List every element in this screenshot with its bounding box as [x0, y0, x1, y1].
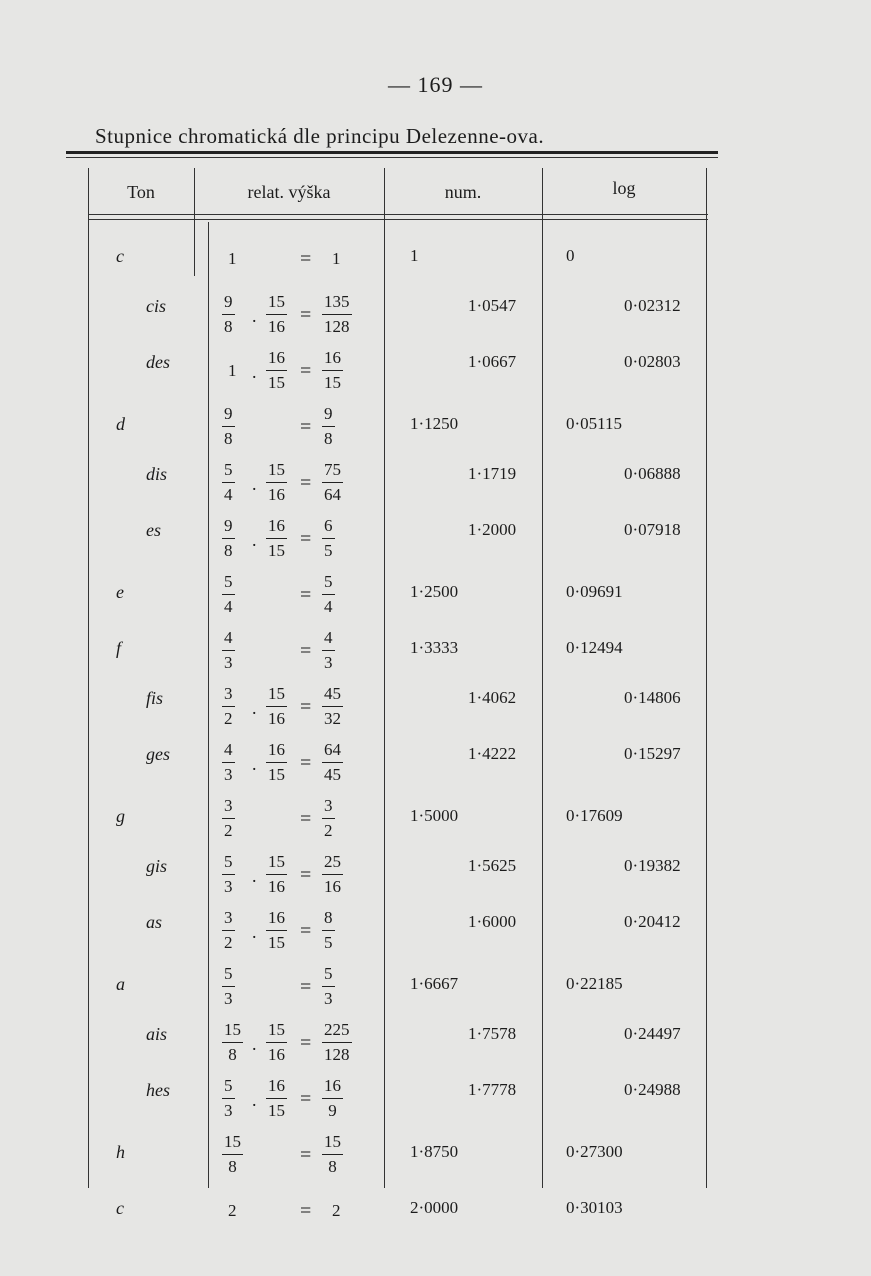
result [322, 516, 335, 561]
ton-name: cis [146, 296, 166, 316]
num-value: 1·7578 [468, 1024, 517, 1043]
relative-pitch-expression [208, 1020, 384, 1070]
denominator: 3 [324, 989, 333, 1008]
multiply-dot: . [252, 1090, 257, 1110]
relative-pitch-expression [208, 460, 384, 510]
denominator: 2 [224, 821, 233, 840]
result [322, 572, 335, 617]
equals-sign: = [300, 1032, 312, 1054]
equals-sign: = [300, 528, 312, 550]
denominator: 45 [324, 765, 341, 784]
factor-b [266, 740, 287, 785]
ton-name: f [116, 638, 122, 658]
fraction-bar [266, 370, 287, 371]
factor-a [222, 1076, 235, 1121]
numerator: 16 [268, 348, 285, 367]
relative-pitch-expression [208, 1076, 384, 1126]
fraction-bar [222, 594, 235, 595]
ton-name: dis [146, 464, 168, 484]
numerator: 4 [224, 628, 233, 647]
numerator: 9 [224, 404, 233, 423]
numerator: 15 [268, 1020, 285, 1039]
numerator: 64 [324, 740, 341, 759]
num-value: 1·7778 [468, 1080, 517, 1099]
numerator: 8 [324, 908, 333, 927]
factor-a [222, 404, 235, 449]
denominator: 128 [324, 317, 350, 336]
log-value: 0·20412 [624, 912, 681, 931]
factor-a [222, 628, 235, 673]
denominator: 8 [228, 1045, 237, 1064]
numerator: 5 [224, 572, 233, 591]
fraction-bar [222, 986, 235, 987]
result [322, 852, 343, 897]
log-value: 0·15297 [624, 744, 681, 763]
numerator: 15 [268, 852, 285, 871]
num-value: 1 [410, 246, 419, 265]
denominator: 5 [324, 541, 333, 560]
numerator: 15 [268, 684, 285, 703]
result: 2 [332, 1201, 341, 1220]
relative-pitch-expression [208, 516, 384, 566]
numerator: 3 [324, 796, 333, 815]
relative-pitch-expression [208, 572, 384, 622]
relative-pitch-expression [208, 964, 384, 1014]
num-value: 1·5000 [410, 806, 459, 825]
fraction-bar [322, 762, 343, 763]
denominator: 64 [324, 485, 341, 504]
result [322, 1076, 343, 1121]
numerator: 15 [268, 292, 285, 311]
fraction-bar [222, 650, 235, 651]
fraction-bar [266, 706, 287, 707]
num-value: 1·5625 [468, 856, 517, 875]
result [322, 684, 343, 729]
numerator: 225 [324, 1020, 350, 1039]
denominator: 15 [268, 541, 285, 560]
log-value: 0·24497 [624, 1024, 681, 1043]
fraction-bar [222, 482, 235, 483]
numerator: 75 [324, 460, 341, 479]
denominator: 15 [268, 933, 285, 952]
numerator: 16 [324, 348, 341, 367]
numerator: 135 [324, 292, 350, 311]
denominator: 8 [224, 429, 233, 448]
fraction-bar [322, 1042, 352, 1043]
ton-name: hes [146, 1080, 170, 1100]
num-value: 1·0667 [468, 352, 517, 371]
numerator: 16 [268, 740, 285, 759]
numerator: 5 [224, 964, 233, 983]
fraction-bar [222, 1154, 243, 1155]
numerator: 4 [224, 740, 233, 759]
numerator: 9 [224, 292, 233, 311]
denominator: 16 [268, 317, 285, 336]
equals-sign: = [300, 248, 312, 270]
denominator: 15 [268, 765, 285, 784]
multiply-dot: . [252, 698, 257, 718]
denominator: 8 [224, 317, 233, 336]
fraction-bar [222, 818, 235, 819]
factor-a [222, 1020, 243, 1065]
fraction-bar [266, 1042, 287, 1043]
denominator: 8 [224, 541, 233, 560]
fraction-bar [322, 370, 343, 371]
log-value: 0·22185 [566, 974, 623, 993]
header-rule [88, 214, 708, 215]
factor-a [222, 908, 235, 953]
denominator: 15 [268, 1101, 285, 1120]
numerator: 16 [268, 908, 285, 927]
fraction-bar [222, 314, 235, 315]
denominator: 16 [324, 877, 341, 896]
fraction-bar [266, 1098, 287, 1099]
result [322, 292, 352, 337]
equals-sign: = [300, 640, 312, 662]
fraction-bar [322, 650, 335, 651]
factor-a [222, 292, 235, 337]
fraction-bar [322, 594, 335, 595]
log-value: 0·02312 [624, 296, 681, 315]
denominator: 3 [324, 653, 333, 672]
equals-sign: = [300, 1088, 312, 1110]
result [322, 1132, 343, 1177]
denominator: 3 [224, 989, 233, 1008]
equals-sign: = [300, 584, 312, 606]
denominator: 8 [228, 1157, 237, 1176]
denominator: 2 [224, 709, 233, 728]
factor-a [222, 796, 235, 841]
multiply-dot: . [252, 1034, 257, 1054]
equals-sign: = [300, 696, 312, 718]
header-num: num. [444, 182, 482, 202]
factor-a [222, 460, 235, 505]
numerator: 5 [324, 964, 333, 983]
log-value: 0·05115 [566, 414, 623, 433]
numerator: 3 [224, 908, 233, 927]
equals-sign: = [300, 472, 312, 494]
factor-b [266, 1076, 287, 1121]
fraction-bar [222, 762, 235, 763]
log-value: 0·17609 [566, 806, 623, 825]
fraction-bar [322, 986, 335, 987]
num-value: 1·3333 [410, 638, 459, 657]
numerator: 5 [224, 460, 233, 479]
num-value: 1·1719 [468, 464, 517, 483]
numerator: 15 [224, 1020, 241, 1039]
relative-pitch-expression [208, 1132, 384, 1182]
result [322, 404, 335, 449]
denominator: 128 [324, 1045, 350, 1064]
fraction-bar [222, 1098, 235, 1099]
fraction-bar [322, 1098, 343, 1099]
ton-name: es [146, 520, 161, 540]
multiply-dot: . [252, 306, 257, 326]
factor-b [266, 292, 287, 337]
equals-sign: = [300, 752, 312, 774]
relative-pitch-expression [208, 628, 384, 678]
log-value: 0·07918 [624, 520, 681, 539]
ton-name: ges [146, 744, 170, 764]
log-value: 0·27300 [566, 1142, 623, 1161]
factor-a: 1 [228, 249, 237, 268]
equals-sign: = [300, 360, 312, 382]
factor-b [266, 348, 287, 393]
relative-pitch-expression [208, 348, 384, 398]
denominator: 32 [324, 709, 341, 728]
relative-pitch-expression [208, 908, 384, 958]
header-rule [88, 219, 708, 220]
ton-name: des [146, 352, 170, 372]
factor-a: 2 [228, 1201, 237, 1220]
factor-a [222, 572, 235, 617]
numerator: 16 [268, 1076, 285, 1095]
denominator: 9 [328, 1101, 337, 1120]
numerator: 4 [324, 628, 333, 647]
denominator: 8 [328, 1157, 337, 1176]
fraction-bar [322, 818, 335, 819]
result [322, 908, 335, 953]
log-value: 0·06888 [624, 464, 681, 483]
fraction-bar [322, 706, 343, 707]
relative-pitch-expression [208, 404, 384, 454]
result [322, 796, 335, 841]
num-value: 1·1250 [410, 414, 459, 433]
column-divider [384, 168, 385, 1188]
header-relat-vyska: relat. výška [247, 182, 331, 202]
ton-name: a [116, 974, 125, 994]
multiply-dot: . [252, 866, 257, 886]
denominator: 4 [224, 485, 233, 504]
factor-a: 1 [228, 361, 237, 380]
denominator: 2 [324, 821, 333, 840]
fraction-bar [266, 762, 287, 763]
ton-name: as [146, 912, 163, 932]
fraction-bar [322, 482, 343, 483]
header-log: log [612, 178, 636, 198]
equals-sign: = [300, 1144, 312, 1166]
denominator: 16 [268, 877, 285, 896]
table-caption: Stupnice chromatická dle principu Delezenne-ova. [95, 124, 545, 148]
log-value: 0·09691 [566, 582, 623, 601]
denominator: 15 [324, 373, 341, 392]
factor-b [266, 460, 287, 505]
fraction-bar [222, 1042, 243, 1043]
ton-name: g [116, 806, 125, 826]
num-value: 1·6667 [410, 974, 459, 993]
equals-sign: = [300, 304, 312, 326]
ton-name: e [116, 582, 124, 602]
equals-sign: = [300, 976, 312, 998]
result [322, 964, 335, 1009]
factor-a [222, 684, 235, 729]
numerator: 9 [324, 404, 333, 423]
num-value: 1·2500 [410, 582, 459, 601]
fraction-bar [222, 426, 235, 427]
num-value: 1·2000 [468, 520, 517, 539]
denominator: 16 [268, 709, 285, 728]
denominator: 3 [224, 877, 233, 896]
result: 1 [332, 249, 341, 268]
equals-sign: = [300, 416, 312, 438]
num-value: 2·0000 [410, 1198, 459, 1217]
column-divider [542, 168, 543, 1188]
result [322, 348, 343, 393]
equals-sign: = [300, 920, 312, 942]
num-value: 1·8750 [410, 1142, 459, 1161]
numerator: 15 [224, 1132, 241, 1151]
factor-b [266, 1020, 287, 1065]
column-divider [706, 168, 707, 1188]
result [322, 628, 335, 673]
relative-pitch-expression [208, 740, 384, 790]
factor-b [266, 516, 287, 561]
denominator: 8 [324, 429, 333, 448]
multiply-dot: . [252, 754, 257, 774]
numerator: 15 [268, 460, 285, 479]
fraction-bar [266, 482, 287, 483]
log-value: 0·14806 [624, 688, 681, 707]
num-value: 1·0547 [468, 296, 517, 315]
denominator: 4 [224, 597, 233, 616]
fraction-bar [322, 874, 343, 875]
relative-pitch-expression [208, 292, 384, 342]
denominator: 3 [224, 765, 233, 784]
factor-a [222, 516, 235, 561]
log-value: 0·30103 [566, 1198, 623, 1217]
ton-name: d [116, 414, 125, 434]
fraction-bar [266, 314, 287, 315]
denominator: 15 [268, 373, 285, 392]
multiply-dot: . [252, 362, 257, 382]
denominator: 3 [224, 1101, 233, 1120]
ton-name: ais [146, 1024, 168, 1044]
relative-pitch-expression [208, 1188, 384, 1238]
denominator: 3 [224, 653, 233, 672]
numerator: 45 [324, 684, 341, 703]
relative-pitch-expression [208, 796, 384, 846]
ton-name: c [116, 1198, 124, 1218]
log-value: 0·12494 [566, 638, 623, 657]
relative-pitch-expression [208, 236, 384, 286]
equals-sign: = [300, 1200, 312, 1222]
factor-a [222, 852, 235, 897]
fraction-bar [222, 706, 235, 707]
numerator: 3 [224, 796, 233, 815]
factor-b [266, 852, 287, 897]
multiply-dot: . [252, 922, 257, 942]
factor-b [266, 684, 287, 729]
factor-b [266, 908, 287, 953]
ton-name: fis [146, 688, 164, 708]
denominator: 16 [268, 1045, 285, 1064]
fraction-bar [222, 930, 235, 931]
numerator: 16 [324, 1076, 341, 1095]
numerator: 5 [224, 852, 233, 871]
fraction-bar [266, 538, 287, 539]
denominator: 16 [268, 485, 285, 504]
result [322, 740, 343, 785]
equals-sign: = [300, 864, 312, 886]
fraction-bar [222, 538, 235, 539]
numerator: 16 [268, 516, 285, 535]
numerator: 25 [324, 852, 341, 871]
denominator: 4 [324, 597, 333, 616]
fraction-bar [266, 930, 287, 931]
ton-name: gis [146, 856, 168, 876]
log-value: 0·02803 [624, 352, 681, 371]
numerator: 5 [224, 1076, 233, 1095]
result [322, 460, 343, 505]
relative-pitch-expression [208, 852, 384, 902]
top-rule [66, 151, 718, 154]
num-value: 1·4062 [468, 688, 517, 707]
multiply-dot: . [252, 530, 257, 550]
multiply-dot: . [252, 474, 257, 494]
denominator: 5 [324, 933, 333, 952]
numerator: 6 [324, 516, 333, 535]
result [322, 1020, 352, 1065]
equals-sign: = [300, 808, 312, 830]
denominator: 2 [224, 933, 233, 952]
ton-name: h [116, 1142, 125, 1162]
factor-a [222, 1132, 243, 1177]
factor-a [222, 964, 235, 1009]
fraction-bar [322, 1154, 343, 1155]
numerator: 15 [324, 1132, 341, 1151]
fraction-bar [222, 874, 235, 875]
top-rule-thin [66, 157, 718, 158]
numerator: 9 [224, 516, 233, 535]
ton-name: c [116, 246, 124, 266]
log-value: 0·19382 [624, 856, 681, 875]
fraction-bar [322, 314, 352, 315]
num-value: 1·4222 [468, 744, 517, 763]
header-ton: Ton [127, 182, 155, 202]
num-value: 1·6000 [468, 912, 517, 931]
relative-pitch-expression [208, 684, 384, 734]
log-value: 0 [566, 246, 575, 265]
fraction-bar [322, 426, 335, 427]
column-divider [88, 168, 89, 1188]
fraction-bar [266, 874, 287, 875]
fraction-bar [322, 930, 335, 931]
page-number: — 169 — [388, 72, 483, 97]
numerator: 3 [224, 684, 233, 703]
numerator: 5 [324, 572, 333, 591]
factor-a [222, 740, 235, 785]
log-value: 0·24988 [624, 1080, 681, 1099]
fraction-bar [322, 538, 335, 539]
